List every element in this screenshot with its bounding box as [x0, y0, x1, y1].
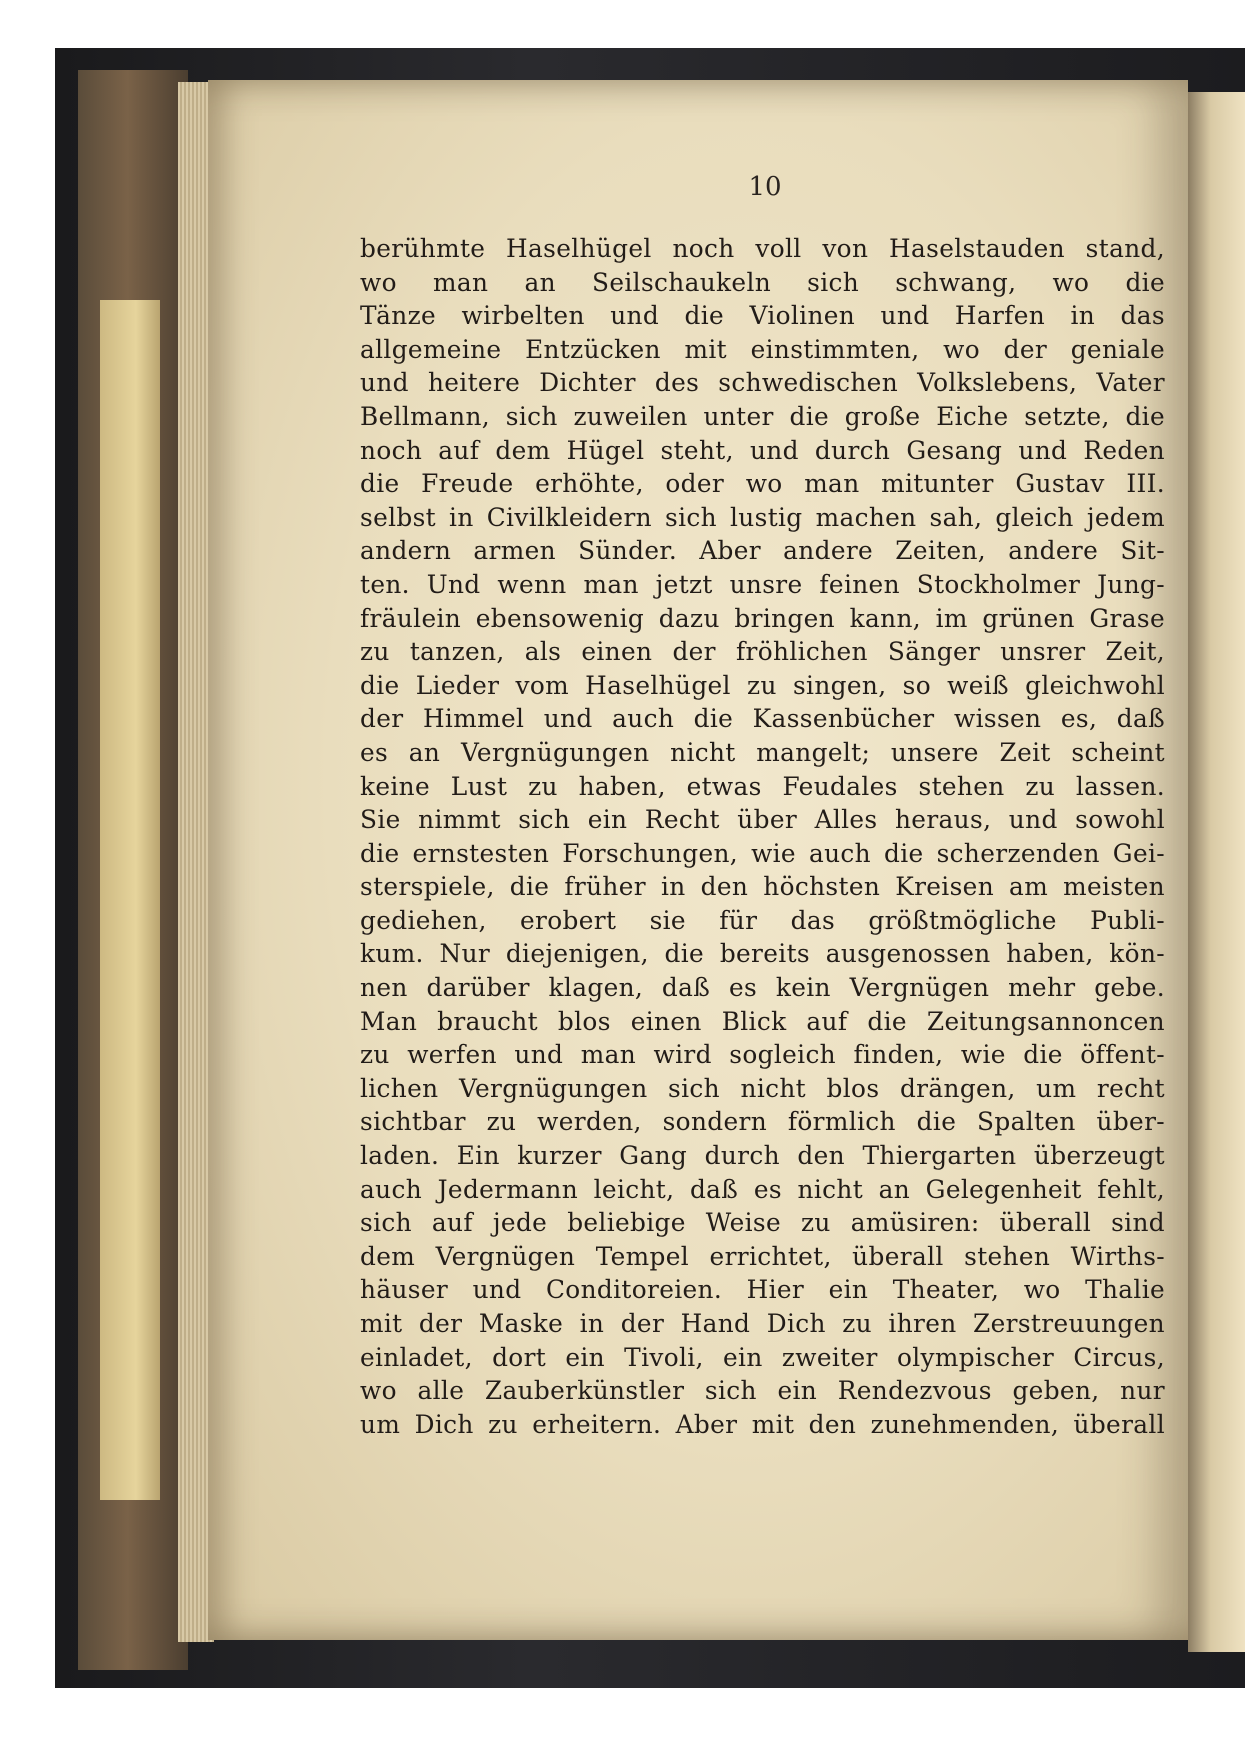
- text-line: Sie nimmt sich ein Recht über Alles heraus, und sowohl: [360, 805, 1165, 835]
- text-line: es an Vergnügungen nicht mangelt; unsere Zeit scheint: [360, 737, 1165, 767]
- text-line: sichtbar zu werden, sondern förmlich die Spalten über-: [360, 1107, 1165, 1137]
- text-line: zu werfen und man wird sogleich finden, wie die öffent-: [360, 1040, 1165, 1070]
- page-number: 10: [748, 172, 782, 202]
- text-line: auch Jedermann leicht, daß es nicht an Gelegenheit fehlt,: [360, 1174, 1165, 1204]
- text-line: mit der Maske in der Hand Dich zu ihren Zerstreuungen: [360, 1309, 1165, 1338]
- facing-page-edge: [1188, 92, 1245, 1652]
- text-line: Man braucht blos einen Blick auf die Zeitungsannoncen: [360, 1006, 1165, 1036]
- text-line: allgemeine Entzücken mit einstimmten, wo der geniale: [360, 334, 1165, 364]
- text-line: der Himmel und auch die Kassenbücher wissen es, daß: [360, 704, 1165, 734]
- text-line: und heitere Dichter des schwedischen Volkslebens, Vater: [360, 368, 1165, 398]
- text-line: berühmte Haselhügel noch voll von Haselstauden stand,: [360, 234, 1165, 263]
- text-line: die Lieder vom Haselhügel zu singen, so weiß gleichwohl: [360, 670, 1165, 700]
- text-line: andern armen Sünder. Aber andere Zeiten, andere Sit-: [360, 536, 1165, 566]
- text-line: die Freude erhöhte, oder wo man mitunter Gustav III.: [360, 469, 1165, 499]
- text-line: noch auf dem Hügel steht, und durch Gesang und Reden: [360, 435, 1165, 465]
- text-line: nen darüber klagen, daß es kein Vergnügen mehr gebe.: [360, 973, 1165, 1003]
- text-line: um Dich zu erheitern. Aber mit den zunehmenden, überall: [360, 1409, 1165, 1439]
- inner-paper-strip: [100, 300, 160, 1500]
- text-line: laden. Ein kurzer Gang durch den Thiergarten überzeugt: [360, 1141, 1165, 1171]
- text-line: einladet, dort ein Tivoli, ein zweiter olympischer Circus,: [360, 1342, 1165, 1372]
- text-line: kum. Nur diejenigen, die bereits ausgenossen haben, kön-: [360, 939, 1165, 969]
- text-line: keine Lust zu haben, etwas Feudales stehen zu lassen.: [360, 771, 1165, 801]
- text-line: lichen Vergnügungen sich nicht blos drängen, um recht: [360, 1073, 1165, 1103]
- text-line: wo man an Seilschaukeln sich schwang, wo die: [360, 267, 1165, 297]
- text-line: fräulein ebensowenig dazu bringen kann, im grünen Grase: [360, 603, 1165, 633]
- text-line: selbst in Civilkleidern sich lustig machen sah, gleich jedem: [360, 502, 1165, 532]
- body-text: [360, 232, 1165, 1441]
- text-line: häuser und Conditoreien. Hier ein Theater, wo Thalie: [360, 1275, 1165, 1305]
- text-line: Bellmann, sich zuweilen unter die große Eiche setzte, die: [360, 401, 1165, 431]
- text-line: Tänze wirbelten und die Violinen und Harfen in das: [360, 301, 1165, 331]
- text-line: dem Vergnügen Tempel errichtet, überall stehen Wirths-: [360, 1241, 1165, 1271]
- text-line: zu tanzen, als einen der fröhlichen Sänger unsrer Zeit,: [360, 637, 1165, 667]
- text-line: gediehen, erobert sie für das größtmögliche Publi-: [360, 905, 1165, 935]
- text-line: sterspiele, die früher in den höchsten Kreisen am meisten: [360, 872, 1165, 902]
- text-line: sich auf jede beliebige Weise zu amüsiren: überall sind: [360, 1208, 1165, 1238]
- text-line: ten. Und wenn man jetzt unsre feinen Stockholmer Jung-: [360, 569, 1165, 599]
- text-line: wo alle Zauberkünstler sich ein Rendezvous geben, nur: [360, 1376, 1165, 1406]
- text-line: die ernstesten Forschungen, wie auch die scherzenden Gei-: [360, 838, 1165, 868]
